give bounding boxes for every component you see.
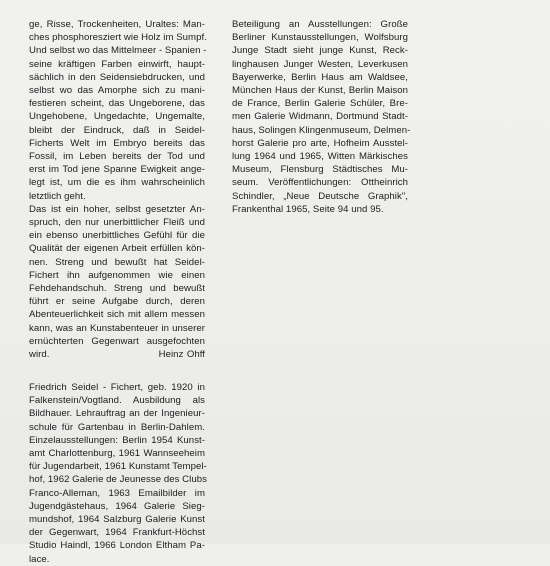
essay-line: sächlich in den Seidensiebdrucken, und [29, 71, 205, 83]
exhibitions-line: Frankenthal 1965, Seite 94 und 95. [232, 203, 384, 215]
exhibitions-column [232, 18, 411, 216]
exhibitions-line: Schindler, „Neue Deutsche Graphik", [232, 190, 408, 202]
essay-line: Und selbst wo das Mittelmeer - Spanien - [29, 45, 207, 57]
essay-line: ge, Risse, Trockenheiten, Uraltes: Man- [29, 19, 205, 30]
exhibitions-line: linghausen Junger Westen, Leverkusen [232, 58, 408, 70]
exhibitions-line: de France, Berlin Galerie Schüler, Bre- [232, 98, 408, 110]
biography-line: Bildhauer. Lehrauftrag an der Ingenieur- [29, 408, 205, 420]
biography-line: der Gegenwart, 1964 Frankfurt-Höchst [29, 527, 205, 539]
biography-line: lace. [29, 553, 50, 565]
biography-line: Falkenstein/Vogtland. Ausbildung als [29, 395, 205, 407]
biography-line: amt Charlottenburg, 1961 Wannseeheim [29, 448, 205, 460]
essay-line: Fossil, im Leben bereits der Tod und [29, 151, 205, 163]
essay-line: ein ebenso unerbittliches Gefühl für die [29, 230, 205, 242]
essay-line: kann, was an Kunstabenteuer in unserer [29, 322, 205, 334]
essay-line: Qualität der eigenen Arbeit erfüllen kön- [29, 243, 205, 255]
essay-line: bleibt der Eindruck, daß in Seidel- [29, 124, 205, 136]
essay-line: nen. Streng und bewußt hat Seidel- [29, 256, 205, 268]
essay-line: ernüchterten Gegenwart ausgefochten [29, 335, 205, 347]
exhibitions-line: München Haus der Kunst, Berlin Maison [232, 85, 408, 97]
essay-line: Ficherts Welt im Embryo bereits das [29, 137, 205, 149]
biography-line: Studio Haindl, 1966 London Eltham Pa- [29, 540, 205, 552]
biography-line: Friedrich Seidel - Fichert, geb. 1920 in [29, 382, 205, 393]
biography-line: hof, 1962 Galerie de Jeunesse des Clubs [29, 474, 207, 486]
exhibitions-line: Bayerwerke, Berlin Haus am Waldsee, [232, 71, 408, 83]
biography-line: schule für Gartenbau in Berlin-Dahlem. [29, 421, 205, 433]
essay-line: Fichert ihn aufgenommen wie einen [29, 269, 205, 281]
exhibitions-line: lung 1964 und 1965, Witten Märkisches [232, 151, 408, 163]
essay-line: führt er seine Aufgabe durch, deren [29, 296, 205, 308]
essay-line: seine kräftigen Farben einwirft, haupt- [29, 58, 205, 70]
biography-column [29, 381, 205, 566]
exhibitions-line: Beteiligung an Ausstellungen: Große [232, 19, 408, 30]
essay-line: letztlich geht. [29, 190, 86, 202]
essay-line: selbst wo das Amorphe sich zu mani- [29, 85, 205, 97]
biography-line: für Jugendarbeit, 1961 Kunstamt Tempel- [29, 461, 207, 473]
exhibitions-line: haus, Solingen Klingenmuseum, Delmen- [232, 124, 411, 136]
exhibitions-line: Junge Stadt sieht junge Kunst, Reck- [232, 45, 408, 57]
biography-line: mundshof, 1964 Salzburg Galerie Kunst [29, 514, 205, 526]
exhibitions-line: Museum, Flensburg Städtisches Mu- [232, 164, 408, 176]
exhibitions-line: Berliner Kunstausstellungen, Wolfsburg [232, 32, 408, 44]
exhibitions-line: men Galerie Widmann, Dortmund Stadt- [232, 111, 408, 123]
essay-line: spruch, den nur unerbittlicher Fleiß und [29, 217, 205, 229]
essay-line: festieren scheint, das Ungeborene, das [29, 98, 205, 110]
biography-line: Franco-Alleman, 1963 Emailbilder im [29, 487, 205, 499]
essay-column [29, 18, 205, 361]
biography-line: Einzelausstellungen: Berlin 1954 Kunst- [29, 434, 205, 446]
essay-line: Abenteuerlichkeit sich mit allem messen [29, 309, 205, 321]
exhibitions-line: horst Galerie pro arte, Hofheim Ausstel- [232, 137, 408, 149]
exhibitions-line: seum. Veröffentlichungen: Ottheinrich [232, 177, 408, 189]
essay-line: erst im Tod jene Spanne Ewigkeit ange- [29, 164, 205, 176]
essay-line: legt ist, um die es ihm wahrscheinlich [29, 177, 205, 189]
essay-line: ches phosphoresziert wie Holz im Sumpf. [29, 32, 207, 44]
essay-signature-line: wird. Heinz Ohff [29, 349, 205, 361]
essay-line: Fehdehandschuh. Streng und bewußt [29, 283, 205, 295]
essay-line: Das ist ein hoher, selbst gesetzter An- [29, 203, 205, 215]
biography-line: Jugendgästehaus, 1964 Galerie Sieg- [29, 500, 205, 512]
essay-line: Ungehobene, Ungedachte, Ungemalte, [29, 111, 205, 123]
